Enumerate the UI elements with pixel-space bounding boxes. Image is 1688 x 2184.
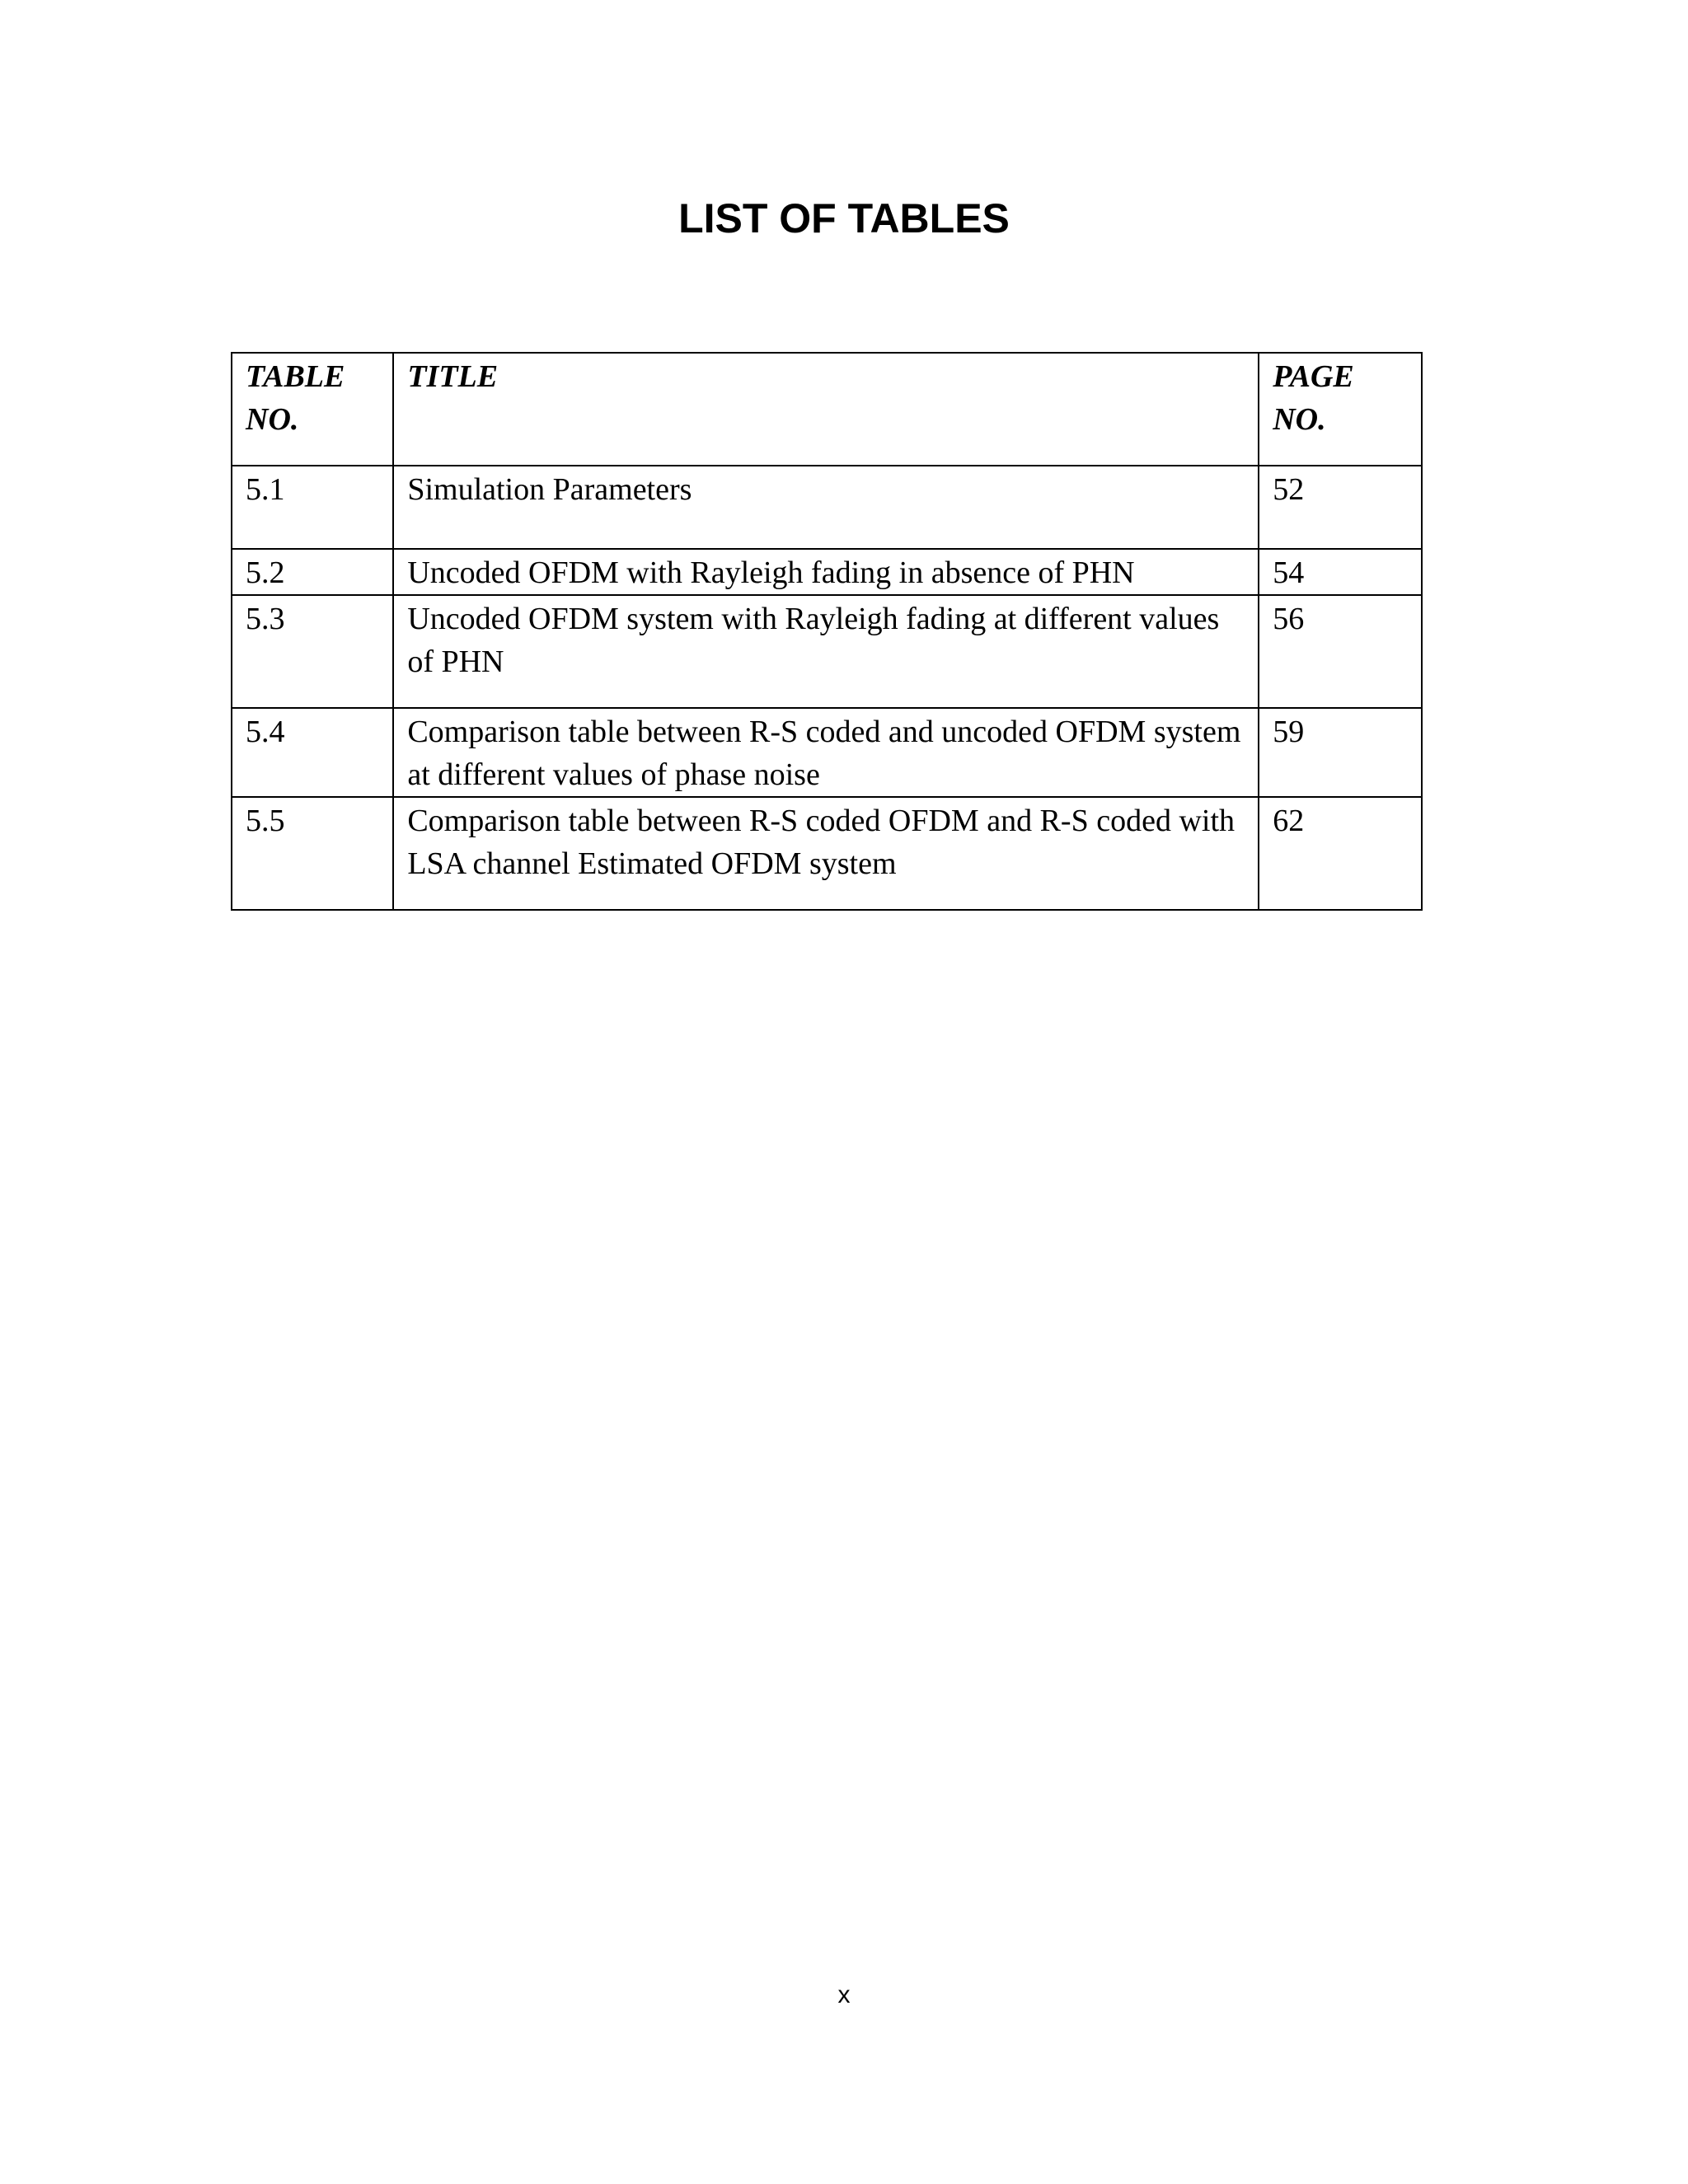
table-number: 5.1 xyxy=(232,466,393,549)
table-number: 5.5 xyxy=(232,797,393,910)
header-table-no: TABLE NO. xyxy=(232,353,393,466)
page-number: 56 xyxy=(1259,595,1422,708)
table-row xyxy=(232,595,1422,708)
page-number: 54 xyxy=(1259,549,1422,595)
table-number: 5.3 xyxy=(232,595,393,708)
table-header-row xyxy=(232,353,1422,466)
table-title: Uncoded OFDM system with Rayleigh fading at different values of PHN xyxy=(393,595,1259,708)
header-title: TITLE xyxy=(393,353,1259,466)
table-row xyxy=(232,549,1422,595)
page-number: 59 xyxy=(1259,708,1422,797)
table-row xyxy=(232,797,1422,910)
table-title: Comparison table between R-S coded and uncoded OFDM system at different values of phase noise xyxy=(393,708,1259,797)
table-row xyxy=(232,708,1422,797)
table-title: Comparison table between R-S coded OFDM and R-S coded with LSA channel Estimated OFDM system xyxy=(393,797,1259,910)
table-row xyxy=(232,466,1422,549)
list-of-tables xyxy=(231,352,1423,911)
page-number: 62 xyxy=(1259,797,1422,910)
table-title: Uncoded OFDM with Rayleigh fading in absence of PHN xyxy=(393,549,1259,595)
page-number-footer: x xyxy=(837,1981,851,2008)
page-number: 52 xyxy=(1259,466,1422,549)
table-number: 5.2 xyxy=(232,549,393,595)
header-page-no: PAGE NO. xyxy=(1259,353,1422,466)
table-number: 5.4 xyxy=(232,708,393,797)
page-title: LIST OF TABLES xyxy=(678,195,1010,241)
table-title: Simulation Parameters xyxy=(393,466,1259,549)
